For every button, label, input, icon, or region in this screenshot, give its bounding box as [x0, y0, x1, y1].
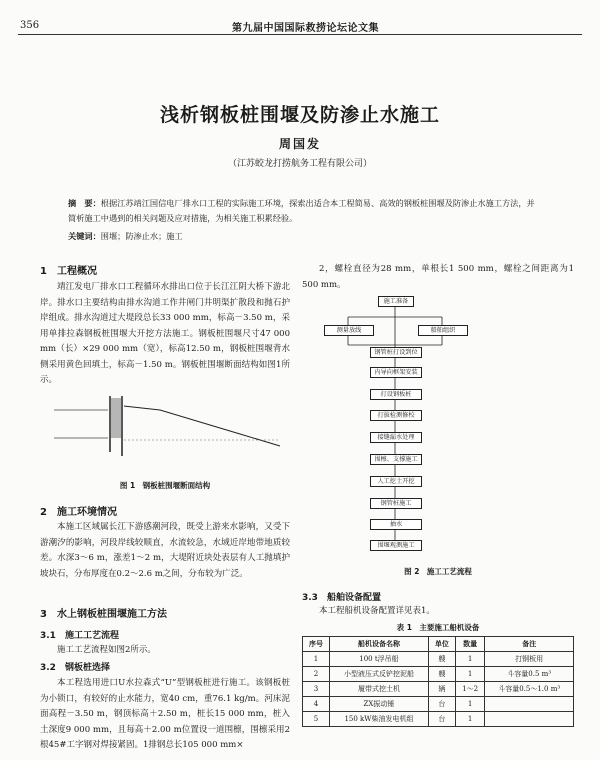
table-cell: 4 — [303, 697, 330, 712]
table-row — [303, 712, 574, 727]
section-2-text: 本施工区域属长江下游感潮河段，既受上游来水影响，又受下游潮汐的影响，河段岸线较顺直，水流较急，水域近岸地带地质较差。水深3～6 m，涨差1～2 m，大堤附近块处表层有人工抛填护坡块石，分布厚度在0.2～2.6 m之间，分布较为广泛。 — [40, 522, 290, 579]
table-cell: 3 — [303, 682, 330, 697]
table-cell: 2 — [303, 667, 330, 682]
section-3-3-text: 本工程船机设备配置详见表1。 — [319, 606, 435, 616]
section-3-2-text: 本工程选用进口U水拉森式“U”型钢板桩进行施工。该钢板桩为小锁口，有较好的止水能力，宽40 cm，重76.1 kg/m。河床泥面高程－3.50 m，钢顶标高＋2.50 m，桩长15 000 mm，桩入土深度9 000 mm，且每高＋2.00 m位置设一道围檩，围檩采用2根45#工字钢对焊接紧固。1排钢总长105 000 mm× — [40, 678, 290, 750]
affiliation: （江苏蛟龙打捞航务工程有限公司） — [227, 159, 372, 169]
table-cell: 台 — [428, 712, 455, 727]
section-1-text: 靖江发电厂排水口工程循环水排出口位于长江江阴大桥下游北岸。排水口主要结构由排水沟道工作井闸门井明渠扩散段和抛石护岸组成。排水沟道过大堤段总长33 000 mm，标高－3.50 m，采用单排拉森钢板桩围堰大开挖方法施工。钢板桩围堰尺寸47 000 mm（长）×29 000 mm（宽），标高12.50 m，钢板桩围堰背水侧采用黄色回填土，标高－1.50 m。钢板桩围堰断面结构如图1所示。 — [40, 282, 290, 385]
flow-step-right: 船舶组织 — [418, 325, 468, 336]
table-header: 序号 — [303, 637, 330, 652]
flow-step: 打拔检测修校 — [370, 410, 422, 421]
section-3-title: 3 水上钢板桩围堰施工方法 — [40, 609, 167, 620]
abstract-text: 根据江苏靖江国信电厂排水口工程的实际施工环境，探索出适合本工程简易、高效的钢板桩围堰及防渗止水施工方法，并简析施工中遇到的相关问题及应对措施，为相关施工积累经验。 — [68, 198, 535, 223]
abstract — [68, 196, 538, 226]
flow-step: 接缝漏水处理 — [370, 432, 422, 443]
flow-step: 钢管桩打设到位 — [370, 347, 422, 358]
table-cell: 斗容量0.5～1.0 m³ — [485, 682, 574, 697]
flow-step-top: 施工准备 — [378, 296, 414, 307]
running-head: 第九届中国国际救捞论坛论文集 — [232, 23, 379, 34]
section-3-2-title: 3.2 钢板桩选择 — [40, 663, 110, 673]
table-row — [303, 697, 574, 712]
section-3-1-text: 施工工艺流程如图2所示。 — [57, 645, 156, 655]
section-2-title: 2 施工环境情况 — [40, 507, 117, 518]
table-header-row — [303, 637, 574, 652]
table-cell: 1 — [455, 667, 484, 682]
section-3-1-title: 3.1 施工工艺流程 — [40, 631, 119, 641]
keywords — [68, 231, 538, 242]
table-cell: 5 — [303, 712, 330, 727]
table-cell: 打钢板用 — [485, 652, 574, 667]
table-cell: 1 — [303, 652, 330, 667]
table-row — [303, 682, 574, 697]
figure-2-caption: 图 2 施工工艺流程 — [404, 567, 472, 576]
table-cell — [485, 712, 574, 727]
section-1-title: 1 工程概况 — [40, 266, 97, 277]
table-header: 船机设备名称 — [329, 637, 428, 652]
flow-step: 内导向框架安装 — [370, 367, 422, 378]
flow-step: 围堰观测施工 — [370, 540, 422, 551]
right-top-text: 2，螺栓直径为28 mm，单根长1 500 mm，螺栓之间距离为1 500 mm。 — [302, 264, 574, 290]
table-header: 数量 — [455, 637, 484, 652]
figure-1-caption: 图 1 钢板桩围堰断面结构 — [119, 481, 211, 490]
table-cell: ZX振动锤 — [329, 697, 428, 712]
table-header: 备注 — [485, 637, 574, 652]
table-cell: 150 kW柴油发电机组 — [329, 712, 428, 727]
fill-block — [111, 398, 121, 438]
paper-title: 浅析钢板桩围堰及防渗止水施工 — [159, 104, 440, 126]
table-cell: 辆 — [428, 682, 455, 697]
flow-step: 人工挖土开挖 — [370, 476, 422, 487]
keywords-label: 关键词： — [68, 231, 101, 241]
table-cell: 斗容量0.5 m³ — [485, 667, 574, 682]
table-cell: 小型液压式反铲挖泥船 — [329, 667, 428, 682]
equipment-table — [302, 636, 574, 727]
table-header: 单位 — [428, 637, 455, 652]
page-number: 356 — [20, 20, 40, 31]
abstract-label: 摘 要： — [68, 198, 101, 208]
flow-step-left: 测量放线 — [324, 325, 374, 336]
header-rule — [18, 34, 582, 35]
table-cell: 台 — [428, 697, 455, 712]
table-1-caption: 表 1 主要施工船机设备 — [396, 623, 480, 632]
table-cell: 1～2 — [455, 682, 484, 697]
table-cell: 1 — [455, 697, 484, 712]
table-cell: 履带式挖土机 — [329, 682, 428, 697]
flow-step: 抽水 — [370, 519, 422, 530]
flow-step: 打设钢板桩 — [370, 389, 422, 400]
table-row — [303, 652, 574, 667]
table-cell: 100 t浮吊船 — [329, 652, 428, 667]
table-row — [303, 667, 574, 682]
author: 周国发 — [278, 137, 321, 151]
table-cell: 1 — [455, 652, 484, 667]
table-cell: 1 — [455, 712, 484, 727]
flow-step: 围檩、支撑施工 — [370, 454, 422, 465]
section-3-3-title: 3.3 船舶设备配置 — [302, 593, 381, 603]
table-cell — [485, 697, 574, 712]
table-cell: 艘 — [428, 652, 455, 667]
table-cell: 艘 — [428, 667, 455, 682]
keywords-text: 围堰；防渗止水；施工 — [100, 231, 183, 241]
figure-1-cross-section — [50, 392, 286, 464]
flow-step: 钢管桩施工 — [370, 498, 422, 509]
